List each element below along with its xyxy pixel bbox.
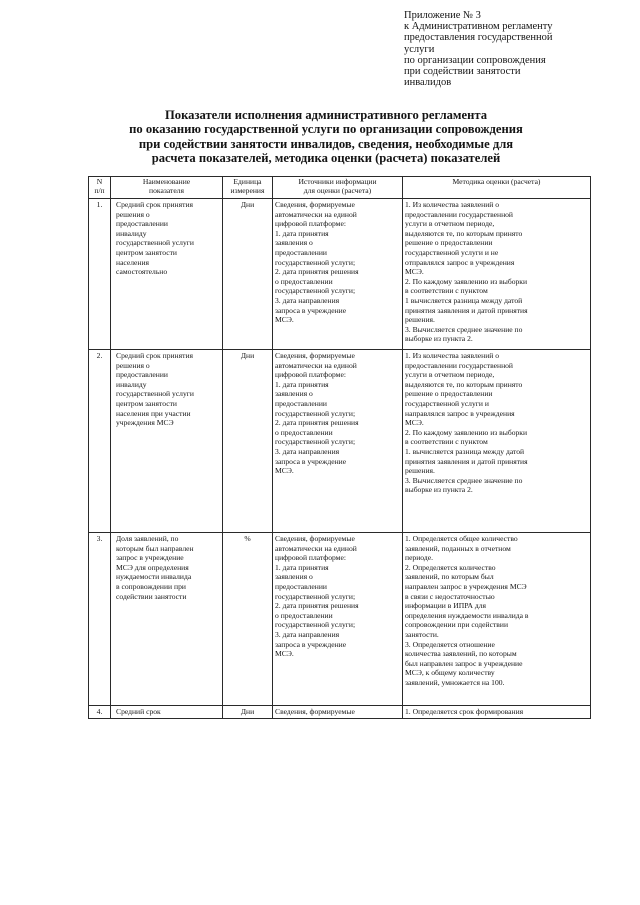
cell-text-line: 1. Из количества заявлений о [405, 351, 500, 360]
cell-text-line: самостоятельно [116, 267, 168, 277]
indicator-name [111, 350, 223, 533]
indicators-table [88, 176, 591, 719]
cell-text-line: населения [116, 257, 150, 267]
cell-text-line: автоматически на единой [275, 543, 357, 553]
cell-text-line: Средний срок принятия [116, 200, 193, 209]
cell-text-line: государственной услуги; [275, 408, 356, 418]
cell-text-line: в сопровождении при [116, 581, 186, 591]
cell-text-line: Сведения, формируемые [275, 534, 355, 543]
cell-text-line: в соответствии с пунктом [405, 437, 488, 447]
cell-text-line: государственной услуги и не [405, 247, 499, 257]
information-sources [273, 350, 403, 533]
cell-text-line: измерения [230, 185, 265, 195]
calculation-method [403, 533, 591, 706]
cell-text-line: принятия заявления и датой принятия [405, 456, 528, 466]
cell-text-line: направлялся запрос в учреждения [405, 408, 515, 418]
cell-text-line: занятости. [405, 629, 439, 639]
cell-text-line: учреждения МСЭ [116, 418, 174, 428]
cell-text-line: периоде. [405, 553, 434, 563]
cell-text-line: Средний срок принятия [116, 351, 193, 360]
cell-text-line: 2. дата принятия решения [275, 267, 359, 277]
cell-text-line: запрос в учреждение [116, 553, 184, 563]
cell-text-line: информации в ИПРА для [405, 601, 486, 611]
cell-text-line: МСЭ. [275, 649, 294, 659]
appendix-block [404, 10, 634, 88]
cell-text-line: 1. Определяется срок формирования [405, 707, 524, 716]
cell-text-line: государственной услуги; [275, 257, 356, 267]
cell-text-line: решение о предоставлении [405, 238, 493, 248]
cell-text-line: нуждаемости инвалида [116, 572, 192, 582]
cell-text-line: государственной услуги; [275, 437, 356, 447]
cell-text-line: отправлялся запрос в учреждения [405, 257, 515, 267]
cell-text-line: заявлений, по которым был [405, 572, 494, 582]
appendix-line: при содействии занятости [404, 66, 521, 78]
cell-text-line: услуги в отчетном периоде, [405, 219, 495, 229]
cell-text-line: Сведения, формируемые [275, 707, 355, 716]
cell-text-line: МСЭ. [275, 315, 294, 325]
cell-text-line: заявлений, умножается на 100. [405, 677, 505, 687]
cell-text-line: государственной услуги [116, 238, 194, 248]
cell-text-line: 2. По каждому заявлению из выборки [405, 276, 528, 286]
title-line: Показатели исполнения административного регламента [164, 108, 487, 122]
indicator-name [111, 706, 223, 719]
row-num: 3. [89, 533, 111, 706]
indicator-name [111, 533, 223, 706]
cell-text-line: решение о предоставлении [405, 389, 493, 399]
cell-text-line: 3. дата направления [275, 295, 340, 305]
title-line: при содействии занятости инвалидов, сведения, необходимые для [138, 136, 514, 151]
cell-text-line: Доля заявлений, по [116, 534, 179, 543]
cell-text-line: цифровой платформе: [275, 219, 346, 229]
cell-text-line: для оценки (расчета) [303, 185, 372, 195]
cell-text-line: выделяются те, по которым принято [405, 228, 523, 238]
cell-text-line: был направлен запрос в учреждение [405, 658, 523, 668]
unit-of-measure: Дни [223, 706, 273, 719]
header-unit [223, 177, 273, 199]
cell-text-line: направлен запрос в учреждения МСЭ [405, 581, 527, 591]
calculation-method [403, 350, 591, 533]
cell-text-line: предоставлении [275, 581, 327, 591]
cell-text-line: Средний срок [116, 707, 161, 716]
indicator-name [111, 199, 223, 350]
cell-text-line: МСЭ, к общему количеству [405, 668, 495, 678]
title-line: расчета показателей, методика оценки (расчета) показателей [151, 151, 501, 166]
title-line: по оказанию государственной услуги по организации сопровождения [129, 122, 523, 137]
information-sources [273, 199, 403, 350]
cell-text-line: центром занятости [116, 247, 177, 257]
cell-text-line: количества заявлений, по которым [405, 649, 517, 659]
cell-text-line: выборке из пункта 2. [405, 334, 473, 344]
cell-text-line: решения. [405, 315, 435, 325]
appendix-line: Приложение № 3 [404, 10, 481, 21]
cell-text-line: Сведения, формируемые [275, 351, 355, 360]
cell-text-line: МСЭ. [405, 418, 424, 428]
cell-text-line: 3. Определяется отношение [405, 639, 495, 649]
information-sources [273, 706, 403, 719]
cell-text-line: центром занятости [116, 398, 177, 408]
row-num: 2. [89, 350, 111, 533]
cell-text-line: населения при участии [116, 408, 191, 418]
table-row [89, 533, 591, 706]
cell-text-line: предоставлении [116, 370, 168, 380]
cell-text-line: государственной услуги; [275, 591, 356, 601]
cell-text-line: предоставлении государственной [405, 209, 513, 219]
cell-text-line: запроса в учреждение [275, 456, 347, 466]
unit-of-measure: Дни [223, 199, 273, 350]
appendix-line: инвалидов [404, 77, 452, 89]
cell-text-line: Сведения, формируемые [275, 200, 355, 209]
cell-text-line: 2. дата принятия решения [275, 418, 359, 428]
cell-text-line: предоставлении [275, 247, 327, 257]
cell-text-line: заявлений, поданных в отчетном [405, 543, 511, 553]
cell-text-line: заявления о [275, 389, 313, 399]
header-sources [273, 177, 403, 199]
calculation-method [403, 199, 591, 350]
document-title [40, 108, 612, 166]
cell-text-line: 1. вычисляется разница между датой [405, 446, 525, 456]
cell-text-line: выделяются те, по которым принято [405, 379, 523, 389]
cell-text-line: 1 вычисляется разница между датой [405, 295, 523, 305]
cell-text-line: 2. Определяется количество [405, 562, 496, 572]
table-row [89, 706, 591, 719]
cell-text-line: выборке из пункта 2. [405, 485, 473, 495]
cell-text-line: 1. дата принятия [275, 562, 329, 572]
cell-text-line: 3. Вычисляется среднее значение по [405, 324, 523, 334]
cell-text-line: решения о [116, 360, 150, 370]
cell-text-line: показателя [149, 185, 184, 195]
appendix-line: к Административном регламенту [404, 21, 553, 33]
cell-text-line: 1. Из количества заявлений о [405, 200, 500, 209]
cell-text-line: автоматически на единой [275, 209, 357, 219]
cell-text-line: МСЭ для определения [116, 562, 189, 572]
cell-text-line: которым был направлен [116, 543, 194, 553]
cell-text-line: предоставлении [275, 398, 327, 408]
cell-text-line: 1. Определяется общее количество [405, 534, 518, 543]
cell-text-line: инвалиду [116, 379, 147, 389]
table-row [89, 199, 591, 350]
cell-text-line: определения нуждаемости инвалида в [405, 610, 529, 620]
appendix-line: услуги [404, 43, 435, 55]
unit-of-measure: Дни [223, 350, 273, 533]
cell-text-line: инвалиду [116, 228, 147, 238]
cell-text-line: в связи с недостаточностью [405, 591, 495, 601]
cell-text-line: услуги в отчетном периоде, [405, 370, 495, 380]
cell-text-line: о предоставлении [275, 276, 333, 286]
cell-text-line: государственной услуги; [275, 620, 356, 630]
cell-text-line: в соответствии с пунктом [405, 286, 488, 296]
cell-text-line: автоматически на единой [275, 360, 357, 370]
cell-text-line: о предоставлении [275, 610, 333, 620]
cell-text-line: цифровой платформе: [275, 370, 346, 380]
cell-text-line: 1. дата принятия [275, 379, 329, 389]
appendix-line: по организации сопровождения [404, 54, 546, 66]
cell-text-line: 3. Вычисляется среднее значение по [405, 475, 523, 485]
cell-text-line: государственной услуги [116, 389, 194, 399]
cell-text-line: 3. дата направления [275, 446, 340, 456]
cell-text-line: заявления о [275, 238, 313, 248]
table-header-row [89, 177, 591, 199]
cell-text-line: решения. [405, 466, 435, 476]
cell-text-line: Единица [233, 177, 262, 186]
cell-text-line: сопровождении при содействии [405, 620, 509, 630]
cell-text-line: содействии занятости [116, 591, 187, 601]
cell-text-line: принятия заявления и датой принятия [405, 305, 528, 315]
cell-text-line: Источники информации [298, 177, 377, 186]
cell-text-line: предоставлении [116, 219, 168, 229]
cell-text-line: 3. дата направления [275, 629, 340, 639]
cell-text-line: цифровой платформе: [275, 553, 346, 563]
header-name [111, 177, 223, 199]
row-num: 4. [89, 706, 111, 719]
cell-text-line: о предоставлении [275, 427, 333, 437]
header-num [89, 177, 111, 199]
cell-text-line: 1. дата принятия [275, 228, 329, 238]
cell-text-line: МСЭ. [275, 466, 294, 476]
cell-text-line: заявления о [275, 572, 313, 582]
information-sources [273, 533, 403, 706]
cell-text-line: предоставлении государственной [405, 360, 513, 370]
unit-of-measure: % [223, 533, 273, 706]
row-num: 1. [89, 199, 111, 350]
cell-text-line: государственной услуги и [405, 398, 489, 408]
cell-text-line: МСЭ. [405, 267, 424, 277]
cell-text-line: Наименование [142, 177, 191, 186]
cell-text-line: 2. дата принятия решения [275, 601, 359, 611]
appendix-line: предоставления государственной [404, 32, 553, 44]
header-method [403, 177, 591, 199]
cell-text-line: Методика оценки (расчета) [452, 177, 541, 186]
calculation-method [403, 706, 591, 719]
cell-text-line: решения о [116, 209, 150, 219]
cell-text-line: п/п [94, 185, 105, 195]
cell-text-line: запроса в учреждение [275, 639, 347, 649]
cell-text-line: 2. По каждому заявлению из выборки [405, 427, 528, 437]
cell-text-line: государственной услуги; [275, 286, 356, 296]
cell-text-line: запроса в учреждение [275, 305, 347, 315]
cell-text-line: N [96, 177, 103, 186]
table-row [89, 350, 591, 533]
